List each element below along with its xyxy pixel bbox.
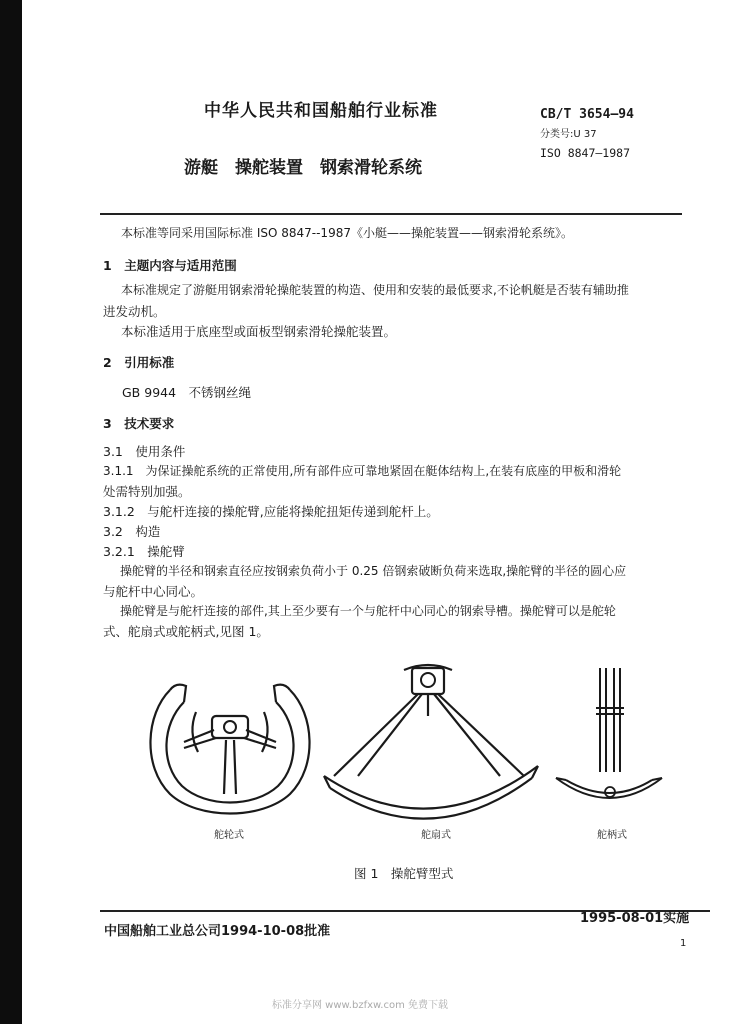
- clause-3-1-1-line2: 处需特别加强。: [103, 484, 191, 499]
- intro-paragraph: 本标准等同采用国际标准 ISO 8847--1987《小艇——操舵装置——钢索滑轮系统》。: [121, 226, 573, 240]
- section-3-heading: 3 技术要求: [103, 416, 175, 431]
- clause-3-1-1-line1: 3.1.1 为保证操舵系统的正常使用,所有部件应可靠地紧固在艇体结构上,在装有底座的甲板和滑轮: [103, 464, 622, 478]
- quadrant-type-label: 舵扇式: [421, 830, 451, 841]
- clause-3-2-1-paragraph-1-line2: 与舵杆中心同心。: [103, 584, 204, 599]
- clause-3-2-1: 3.2.1 操舵臂: [103, 544, 185, 559]
- tiller-arm-type-figure: [552, 668, 664, 814]
- normative-reference: GB 9944 不锈钢丝绳: [122, 385, 252, 400]
- tiller-type-label: 舵柄式: [597, 830, 627, 841]
- section-1-heading: 1 主题内容与适用范围: [103, 258, 237, 273]
- clause-3-2: 3.2 构造: [103, 524, 161, 539]
- scan-edge-bar: [0, 0, 22, 1024]
- quadrant-type-tiller-figure: [318, 656, 544, 824]
- clause-3-2-1-paragraph-2-line1: 操舵臂是与舵杆连接的部件,其上至少要有一个与舵杆中心同心的钢索导槽。操舵臂可以是舵轮: [120, 604, 616, 618]
- section-1-paragraph-line2: 进发动机。: [103, 304, 166, 319]
- iso-reference: ISO 8847—1987: [540, 146, 631, 160]
- section-1-paragraph-2: 本标准适用于底座型或面板型钢索滑轮操舵装置。: [121, 324, 397, 339]
- approval-statement: 中国船舶工业总公司1994-10-08批准: [104, 924, 331, 939]
- standard-number: CB/T 3654—94: [540, 107, 634, 122]
- classification-number: 分类号:U 37: [540, 129, 597, 140]
- figure-caption: 图 1 操舵臂型式: [354, 866, 454, 881]
- clause-3-2-1-paragraph-1-line1: 操舵臂的半径和钢索直径应按钢索负荷小于 0.25 倍钢索破断负荷来选取,操舵臂的半径的圆心应: [120, 564, 627, 578]
- effective-date: 1995-08-01实施: [580, 911, 690, 926]
- org-title: 中华人民共和国船舶行业标准: [204, 101, 438, 121]
- section-2-heading: 2 引用标准: [103, 355, 175, 370]
- wheel-type-tiller-figure: [140, 676, 320, 818]
- document-title: 游艇 操舵装置 钢索滑轮系统: [184, 158, 422, 178]
- clause-3-1-2: 3.1.2 与舵杆连接的操舵臂,应能将操舵扭矩传递到舵杆上。: [103, 504, 439, 519]
- header-divider: [100, 213, 682, 215]
- clause-3-2-1-paragraph-2-line2: 式、舵扇式或舵柄式,见图 1。: [103, 624, 269, 639]
- page-number: 1: [680, 938, 687, 949]
- section-1-paragraph-line1: 本标准规定了游艇用钢索滑轮操舵装置的构造、使用和安装的最低要求,不论帆艇是否装有辅助推: [121, 283, 629, 297]
- wheel-type-label: 舵轮式: [214, 830, 244, 841]
- clause-3-1: 3.1 使用条件: [103, 444, 186, 459]
- watermark: 标准分享网 www.bzfxw.com 免费下载: [272, 1000, 448, 1011]
